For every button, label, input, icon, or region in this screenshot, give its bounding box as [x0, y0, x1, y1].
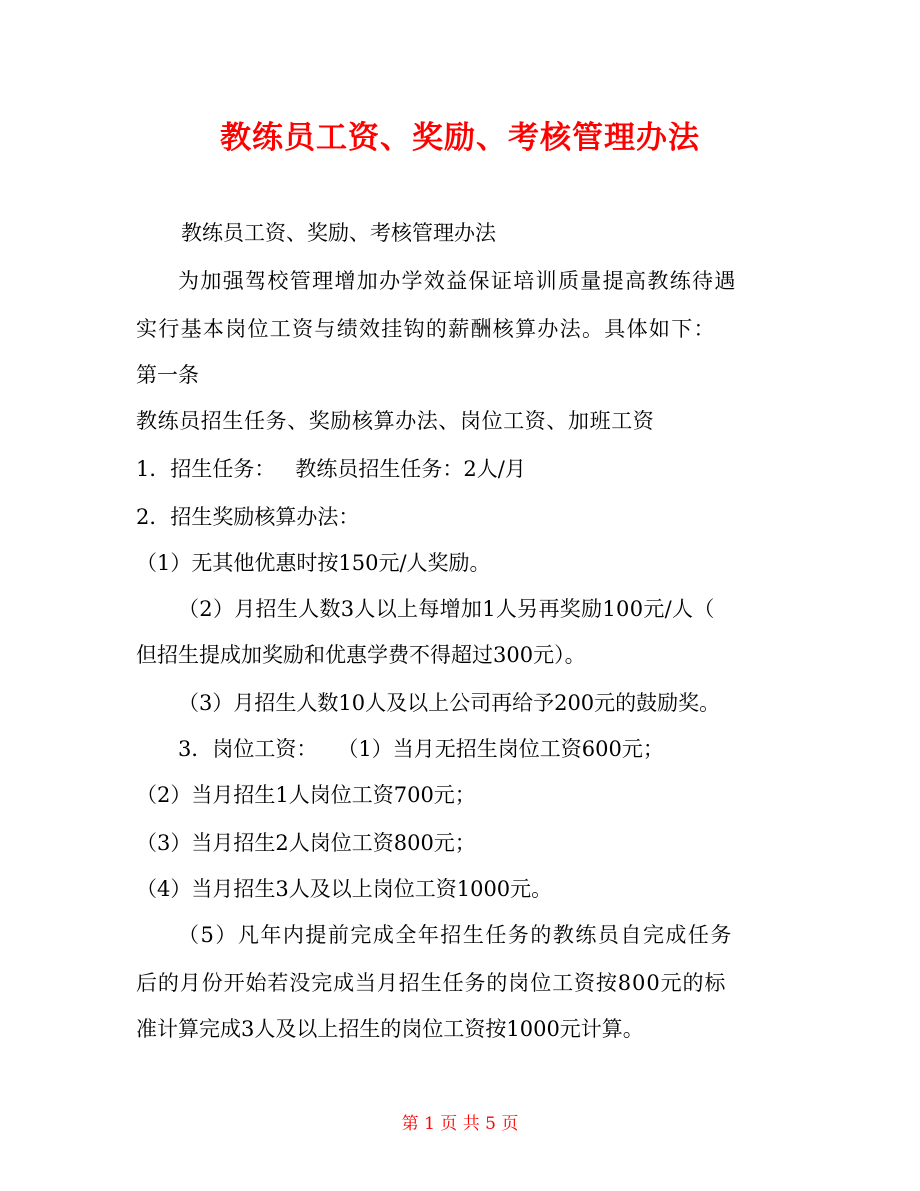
- paragraph-salary-item-5-line-1: （5）凡年内提前完成全年招生任务的教练员自完成任务: [178, 923, 733, 947]
- paragraph-salary-item-3: （3）当月招生2人岗位工资800元；: [136, 831, 476, 855]
- paragraph-salary-item-2: （2）当月招生1人岗位工资700元；: [136, 783, 476, 807]
- page-number-footer: 第 1 页 共 5 页: [401, 1114, 519, 1134]
- paragraph-reward-item-1: （1）无其他优惠时按150元/人奖励。: [136, 551, 491, 575]
- paragraph-salary-item-5-line-3: 准计算完成3人及以上招生的岗位工资按1000元计算。: [136, 1017, 644, 1041]
- paragraph-article-heading: 第一条: [136, 363, 199, 387]
- paragraph-reward-heading: 2．招生奖励核算办法：: [136, 505, 360, 529]
- paragraph-salary-heading: 3．岗位工资： （1）当月无招生岗位工资600元；: [178, 737, 664, 761]
- paragraph-subtitle: 教练员工资、奖励、考核管理办法: [181, 221, 496, 245]
- paragraph-salary-item-5-line-2: 后的月份开始若没完成当月招生任务的岗位工资按800元的标: [136, 971, 727, 995]
- document-title: 教练员工资、奖励、考核管理办法: [220, 120, 700, 156]
- paragraph-intro-line-2: 实行基本岗位工资与绩效挂钩的薪酬核算办法。具体如下：: [136, 317, 716, 341]
- paragraph-salary-item-4: （4）当月招生3人及以上岗位工资1000元。: [136, 877, 553, 901]
- paragraph-reward-item-3: （3）月招生人数10人及以上公司再给予200元的鼓励奖。: [178, 691, 721, 715]
- paragraph-intro-line-1: 为加强驾校管理增加办学效益保证培训质量提高教练待遇: [178, 269, 737, 293]
- paragraph-enrollment-task: 1．招生任务： 教练员招生任务：2人/月: [136, 457, 526, 481]
- paragraph-reward-item-2-line-1: （2）月招生人数3人以上每增加1人另再奖励100元/人（: [178, 597, 715, 621]
- paragraph-reward-item-2-line-2: 但招生提成加奖励和优惠学费不得超过300元）。: [136, 643, 586, 667]
- paragraph-article-subject: 教练员招生任务、奖励核算办法、岗位工资、加班工资: [136, 409, 655, 433]
